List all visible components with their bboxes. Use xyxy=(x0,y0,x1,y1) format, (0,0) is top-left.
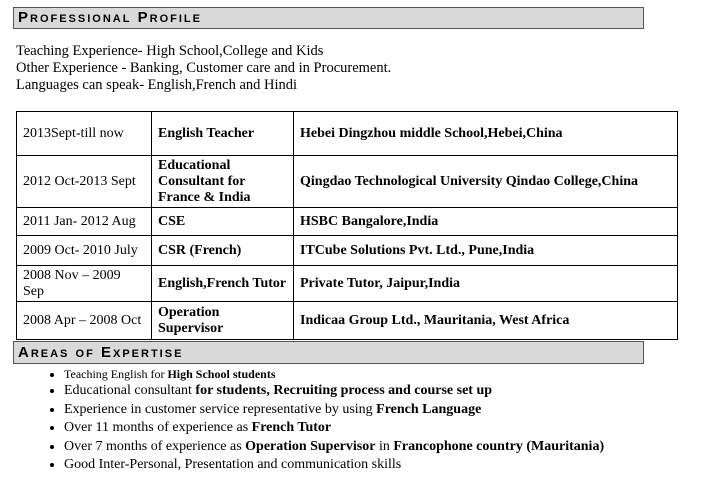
role-cell: Operation Supervisor xyxy=(152,302,294,340)
organization-cell: HSBC Bangalore,India xyxy=(294,208,678,236)
list-item: • Experience in customer service representative by using French Language xyxy=(64,401,604,420)
table-row xyxy=(17,302,678,340)
period-cell: 2008 Nov – 2009 Sep xyxy=(17,266,152,302)
period-cell: 2013Sept-till now xyxy=(17,112,152,156)
organization-cell: Indicaa Group Ltd., Mauritania, West Africa xyxy=(294,302,678,340)
summary-line: Languages can speak- English,French and Hindi xyxy=(16,77,298,93)
experience-table xyxy=(16,111,678,340)
organization-cell: Hebei Dingzhou middle School,Hebei,China xyxy=(294,112,678,156)
list-item: • Good Inter-Personal, Presentation and communication skills xyxy=(64,456,604,475)
table-row xyxy=(17,156,678,208)
role-cell: CSE xyxy=(152,208,294,236)
summary-line: Other Experience - Banking, Customer care and in Procurement. xyxy=(16,60,392,76)
role-cell: English,French Tutor xyxy=(152,266,294,302)
list-item: • Over 11 months of experience as French Tutor xyxy=(64,419,604,438)
table-row xyxy=(17,112,678,156)
table-row xyxy=(17,208,678,236)
role-cell: English Teacher xyxy=(152,112,294,156)
list-item: • Educational consultant for students, Recruiting process and course set up xyxy=(64,382,604,401)
role-cell: Educational Consultant for France & India xyxy=(152,156,294,208)
list-item: • Teaching English for High School students xyxy=(64,366,604,382)
period-cell: 2011 Jan- 2012 Aug xyxy=(17,208,152,236)
professional-profile-header: Professional Profile xyxy=(13,7,644,29)
list-item: • Over 7 months of experience as Operation Supervisor in Francophone country (Mauritania) xyxy=(64,438,604,457)
profile-summary xyxy=(16,43,391,94)
summary-line: Teaching Experience- High School,College and Kids xyxy=(16,43,324,59)
role-cell: CSR (French) xyxy=(152,236,294,266)
period-cell: 2009 Oct- 2010 July xyxy=(17,236,152,266)
table-row xyxy=(17,266,678,302)
period-cell: 2012 Oct-2013 Sept xyxy=(17,156,152,208)
organization-cell: ITCube Solutions Pvt. Ltd., Pune,India xyxy=(294,236,678,266)
expertise-list xyxy=(34,366,604,475)
period-cell: 2008 Apr – 2008 Oct xyxy=(17,302,152,340)
organization-cell: Private Tutor, Jaipur,India xyxy=(294,266,678,302)
areas-of-expertise-header: Areas of Expertise xyxy=(13,341,644,364)
organization-cell: Qingdao Technological University Qindao College,China xyxy=(294,156,678,208)
table-row xyxy=(17,236,678,266)
